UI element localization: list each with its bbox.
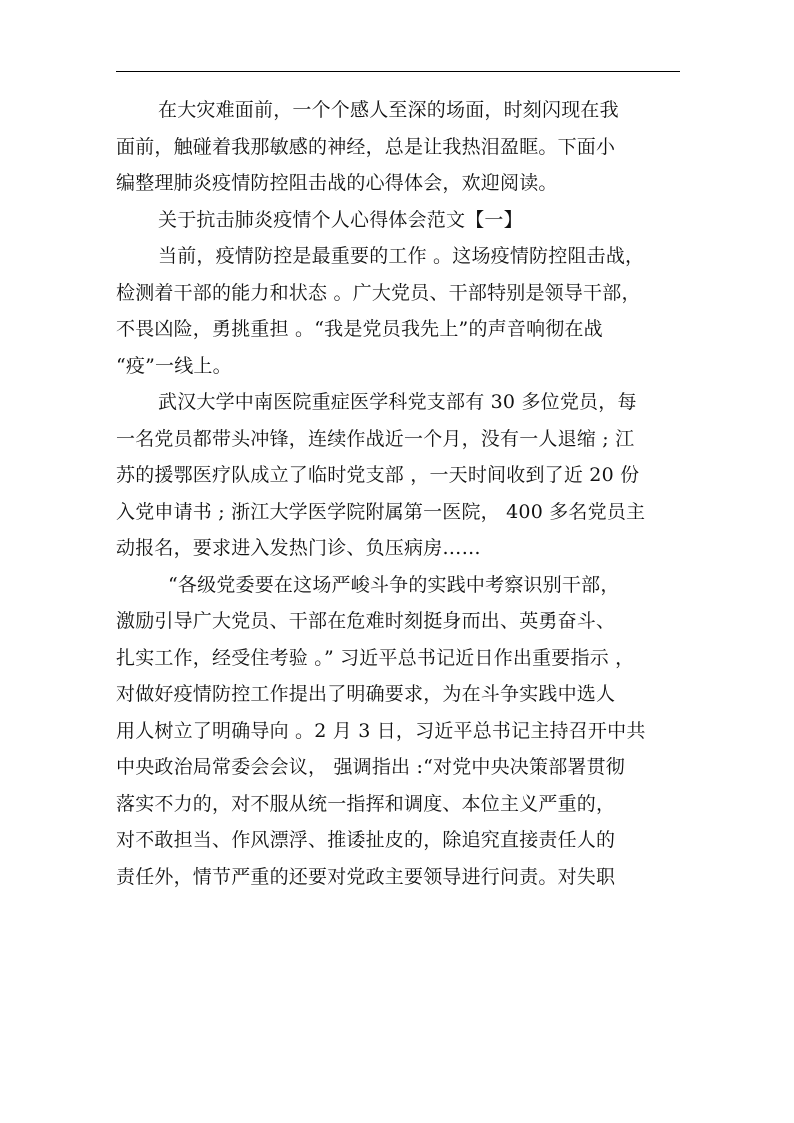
paragraph-2-line-2: 一名党员都带头冲锋，连续作战近一个月，没有一人退缩 ; 江 — [116, 427, 635, 450]
paragraph-3-line-1: “各级党委要在这场严峻斗争的实践中考察识别干部， — [168, 573, 620, 596]
paragraph-2-line-3: 苏的援鄂医疗队成立了临时党支部 ，一天时间收到了近 20 份 — [116, 464, 640, 486]
paragraph-2-line-1: 武汉大学中南医院重症医学科党支部有 30 多位党员，每 — [158, 391, 637, 413]
paragraph-3-line-5: 用人树立了明确导向 。2 月 3 日，习近平总书记主持召开中共 — [116, 719, 646, 742]
paragraph-intro-line-3: 编整理肺炎疫情防控阻击战的心得体会，欢迎阅读。 — [116, 172, 558, 194]
section-heading: 关于抗击肺炎疫情个人心得体会范文【一】 — [158, 208, 523, 231]
paragraph-1-line-3: 不畏凶险，勇挑重担 。“我是党员我先上”的声音响彻在战 — [116, 318, 603, 340]
paragraph-intro-line-1: 在大灾难面前，一个个感人至深的场面，时刻闪现在我 — [158, 99, 619, 121]
paragraph-intro-line-2: 面前，触碰着我那敏感的神经，总是让我热泪盈眶。下面小 — [116, 135, 616, 158]
paragraph-3-line-2: 激励引导广大党员、干部在危难时刻挺身而出、英勇奋斗、 — [116, 610, 616, 632]
paragraph-3-line-7: 落实不力的，对不服从统一指挥和调度、本位主义严重的， — [116, 792, 616, 815]
paragraph-3-line-9: 责任外，情节严重的还要对党政主要领导进行问责。对失职 — [116, 865, 616, 888]
paragraph-2-line-5: 动报名，要求进入发热门诊、负压病房…… — [116, 537, 481, 559]
paragraph-1-line-1: 当前，疫情防控是最重要的工作 。这场疫情防控阻击战， — [158, 245, 645, 267]
paragraph-3-line-8: 对不敢担当、作风漂浮、推诿扯皮的，除追究直接责任人的 — [116, 829, 616, 851]
paragraph-1-line-2: 检测着干部的能力和状态 。广大党员、干部特别是领导干部， — [116, 281, 641, 304]
header-rule — [116, 71, 680, 72]
paragraph-3-line-4: 对做好疫情防控工作提出了明确要求，为在斗争实践中选人 — [116, 683, 616, 705]
body-text — [116, 92, 686, 895]
paragraph-2-line-4: 入党申请书 ; 浙江大学医学院附属第一医院， 400 多名党员主 — [116, 500, 646, 523]
paragraph-1-line-4: “疫”一线上。 — [116, 354, 232, 377]
paragraph-3-line-3: 扎实工作，经受住考验 。” 习近平总书记近日作出重要指示 ， — [116, 646, 635, 669]
paragraph-3-line-6: 中央政治局常委会会议， 强调指出 :“对党中央决策部署贯彻 — [116, 756, 625, 778]
